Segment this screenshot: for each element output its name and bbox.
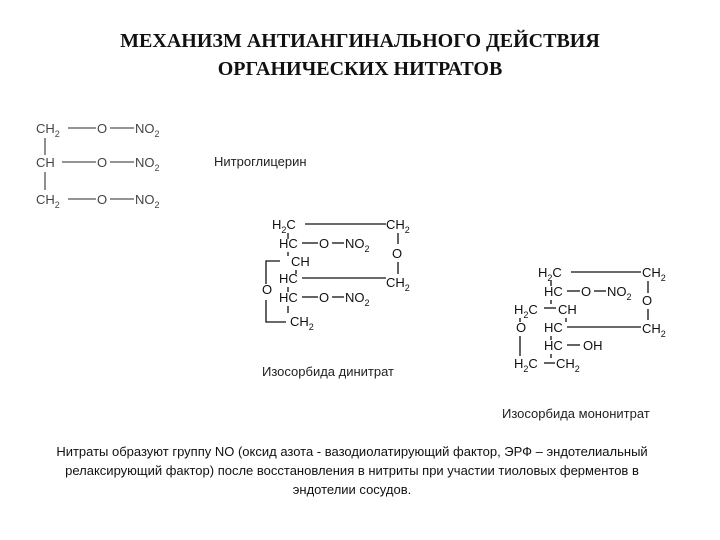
svg-text:NO2: $NO_2$ <box>607 284 632 302</box>
svg-text:HC: HC <box>544 284 563 299</box>
dinitrate-hc-1: HC <box>279 236 298 251</box>
svg-text:HC: HC <box>279 290 298 305</box>
svg-text:CH2: $CH_2$ <box>642 265 666 283</box>
svg-text:H2C: $H_2C$ <box>514 356 538 374</box>
svg-text:NO2: $NO_2$ <box>135 155 160 173</box>
mononitrate-oxygen: O <box>581 284 592 299</box>
svg-text:NO2: $NO_2$ <box>135 192 160 210</box>
svg-text:NO2: $NO_2$ <box>135 121 160 139</box>
svg-text:H2C: $H_2C$ <box>538 265 562 283</box>
mononitrate-structure <box>514 265 666 374</box>
svg-text:CH: CH <box>558 302 577 317</box>
svg-text:HC: HC <box>544 320 563 335</box>
svg-text:HC: HC <box>279 271 298 286</box>
svg-text:CH2: $CH_2$ <box>36 192 60 210</box>
description-paragraph: Нитраты образуют группу NO (оксид азота - вазодиолатирующий фактор, ЭРФ – эндотелиальный релаксирующий фактор) после восстановления в нитриты при участии тиоловых ферментов в эндотелии сосудов. <box>56 444 648 497</box>
mononitrate-label: Изосорбида мононитрат <box>502 406 650 421</box>
svg-text:NO2: $NO_2$ <box>345 236 370 254</box>
svg-text:H2C: $H_2C$ <box>272 217 296 235</box>
svg-text:O: O <box>97 192 108 207</box>
svg-text:O: O <box>392 246 403 261</box>
dinitrate-label: Изосорбида динитрат <box>262 364 394 379</box>
nitroglycerin-oxygen-1: O <box>97 121 108 136</box>
svg-text:CH2: $CH_2$ <box>386 217 410 235</box>
mononitrate-oh: OH <box>583 338 603 353</box>
svg-text:CH2: $CH_2$ <box>642 321 666 339</box>
svg-text:HC: HC <box>544 338 563 353</box>
svg-text:CH2: $CH_2$ <box>556 356 580 374</box>
title-line-1: МЕХАНИЗМ АНТИАНГИНАЛЬНОГО ДЕЙСТВИЯ <box>120 30 600 52</box>
nitroglycerin-label: Нитроглицерин <box>214 154 307 169</box>
svg-text:O: O <box>319 290 330 305</box>
svg-text:CH2: $CH_2$ <box>36 121 60 139</box>
title-line-2: ОРГАНИЧЕСКИХ НИТРАТОВ <box>217 58 503 80</box>
svg-text:O: O <box>516 320 527 335</box>
svg-text:NO2: $NO_2$ <box>345 290 370 308</box>
svg-text:CH: CH <box>291 254 310 269</box>
dinitrate-structure <box>262 217 410 332</box>
nitroglycerin-ch: CH <box>36 155 55 170</box>
nitroglycerin-structure <box>36 121 160 210</box>
svg-text:CH2: $CH_2$ <box>290 314 314 332</box>
svg-text:O: O <box>319 236 330 251</box>
svg-text:O: O <box>97 155 108 170</box>
svg-text:O: O <box>262 282 273 297</box>
svg-text:CH2: $CH_2$ <box>386 275 410 293</box>
svg-text:H2C: $H_2C$ <box>514 302 538 320</box>
svg-text:O: O <box>642 293 653 308</box>
